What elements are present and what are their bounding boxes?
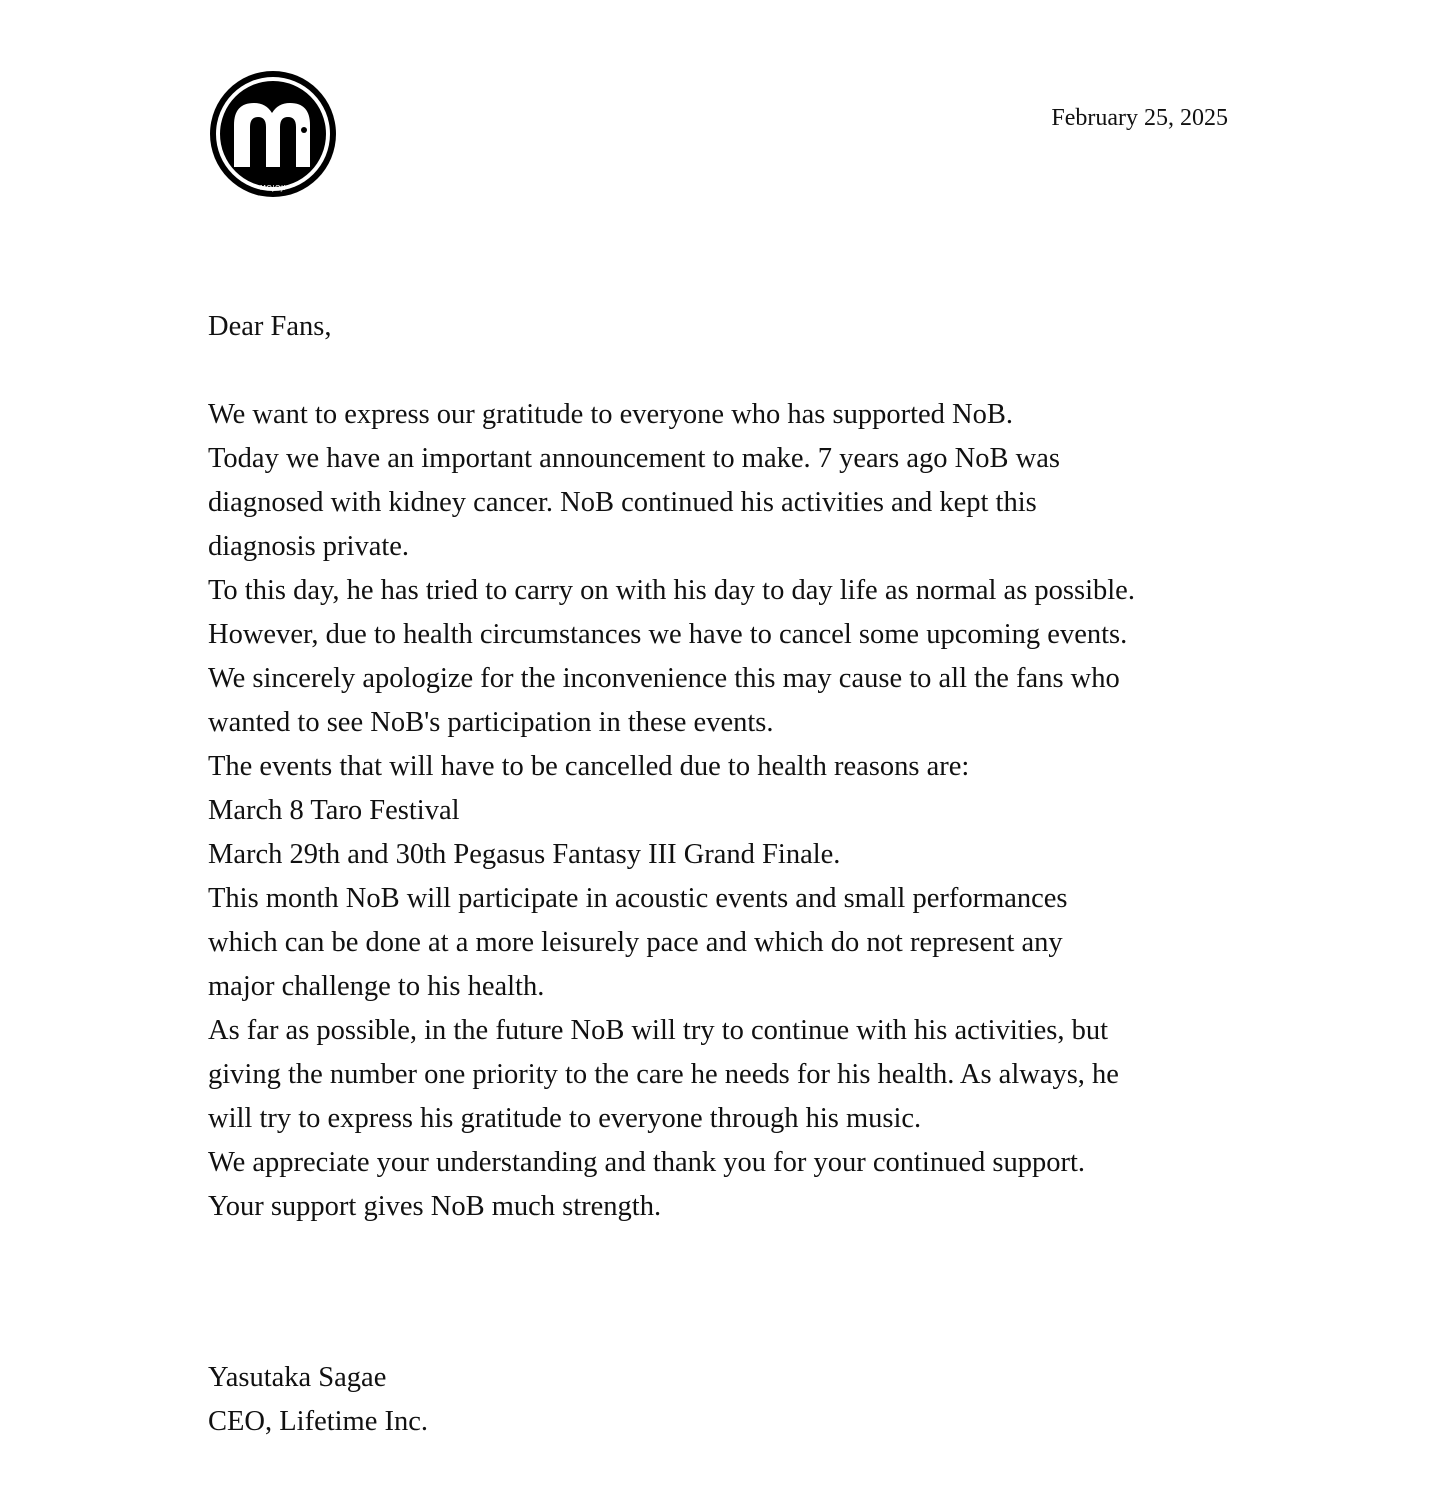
body-line: major challenge to his health. <box>208 971 545 1002</box>
body-line: We appreciate your understanding and thank you for your continued support. <box>208 1147 1086 1178</box>
event-item: March 8 Taro Festival <box>208 795 460 826</box>
body-line: giving the number one priority to the care he needs for his health. As always, he <box>208 1059 1119 1090</box>
signature-name: Yasutaka Sagae <box>208 1362 387 1393</box>
body-line: Today we have an important announcement to make. 7 years ago NoB was <box>208 443 1060 474</box>
body-line: However, due to health circumstances we have to cancel some upcoming events. <box>208 619 1128 650</box>
body-line: will try to express his gratitude to everyone through his music. <box>208 1103 922 1134</box>
body-line: To this day, he has tried to carry on with his day to day life as normal as possible. <box>208 575 1135 606</box>
body-line: We want to express our gratitude to everyone who has supported NoB. <box>208 399 1014 430</box>
body-line: The events that will have to be cancelled due to health reasons are: <box>208 751 970 782</box>
signature-title: CEO, Lifetime Inc. <box>208 1406 429 1437</box>
body-line: which can be done at a more leisurely pace and which do not represent any <box>208 927 1063 958</box>
body-line: This month NoB will participate in acoustic events and small performances <box>208 883 1068 914</box>
signature-block <box>208 1356 428 1444</box>
body-line: wanted to see NoB's participation in these events. <box>208 707 774 738</box>
body-line: As far as possible, in the future NoB will try to continue with his activities, but <box>208 1015 1108 1046</box>
company-logo-icon <box>208 69 338 199</box>
salutation: Dear Fans, <box>208 311 332 342</box>
letter-body <box>208 305 1248 1229</box>
body-line: Your support gives NoB much strength. <box>208 1191 662 1222</box>
body-line: diagnosed with kidney cancer. NoB continued his activities and kept this <box>208 487 1037 518</box>
body-line: We sincerely apologize for the inconvenience this may cause to all the fans who <box>208 663 1120 694</box>
body-line: diagnosis private. <box>208 531 410 562</box>
letter-date: February 25, 2025 <box>1051 105 1228 131</box>
event-item: March 29th and 30th Pegasus Fantasy III Grand Finale. <box>208 839 841 870</box>
logo-ring-text: MOJOJI <box>259 184 287 192</box>
